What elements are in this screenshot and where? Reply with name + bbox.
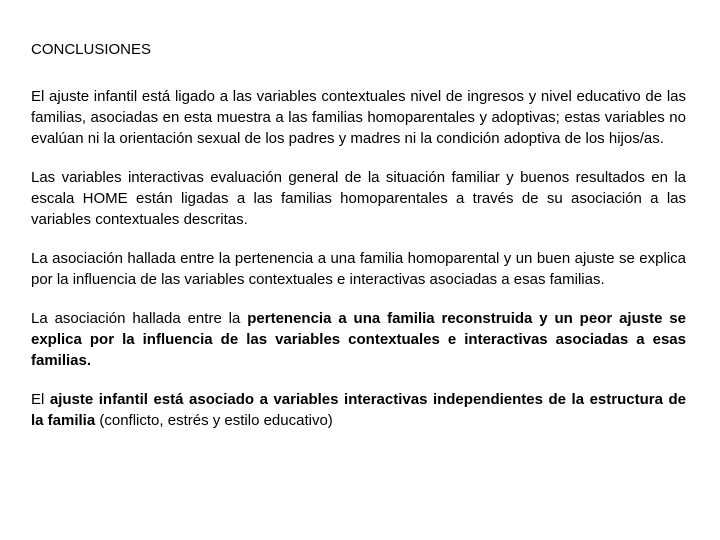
paragraph-4-bold-text: pertenencia a una familia reconstruida y un peor ajuste se explica por la influencia de las variables contextuales e interactivas asociadas a esas familias bbox=[31, 310, 686, 369]
conclusion-paragraph-1: El ajuste infantil está ligado a las variables contextuales nivel de ingresos y nivel educativo de las familias, asociadas en esta muestra a las familias homoparentales y adoptivas; estas variables no evalúan ni la orientación sexual de los padres y madres ni la condición adoptiva de los hijos/as. bbox=[31, 88, 686, 147]
paragraph-5-bold-text: ajuste infantil está asociado a variables interactivas independientes de la estructura de la familia bbox=[31, 391, 686, 429]
paragraph-5-tail-text: (conflicto, estrés y estilo educativo) bbox=[95, 412, 333, 429]
conclusion-paragraph-3: La asociación hallada entre la pertenencia a una familia homoparental y un buen ajuste se explica por la influencia de las variables contextuales e interactivas asociadas a esas familias. bbox=[31, 250, 686, 288]
document-page bbox=[31, 40, 686, 449]
paragraph-5-text: El bbox=[31, 391, 50, 408]
paragraph-4-text: La asociación hallada entre la bbox=[31, 310, 248, 327]
page-title: CONCLUSIONES bbox=[31, 41, 152, 58]
paragraph-4-period: . bbox=[86, 352, 92, 369]
conclusion-paragraph-2: Las variables interactivas evaluación general de la situación familiar y buenos resultados en la escala HOME están ligadas a las familias homoparentales a través de su asociación a las variables contextuales descritas. bbox=[31, 169, 686, 228]
conclusion-paragraph-5 bbox=[31, 389, 686, 431]
conclusion-paragraph-4 bbox=[31, 308, 686, 371]
